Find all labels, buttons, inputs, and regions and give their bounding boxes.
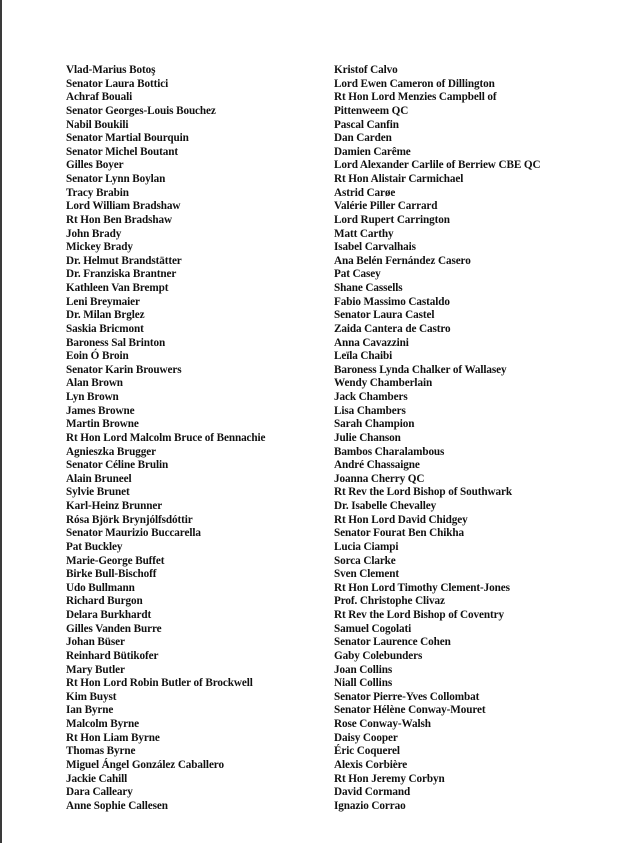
signatory-name: Pat Buckley [66,540,123,553]
signatory-name: Daisy Cooper [334,731,398,744]
signatory-name: Alan Brown [66,377,123,390]
signatory-name: Dr. Franziska Brantner [66,268,177,281]
signatory-name: Rt Hon Lord Robin Butler of Brockwell [66,677,253,690]
signatory-name: Lyn Brown [66,391,119,403]
signatory-name: Lisa Chambers [334,404,406,417]
signatory-name: James Browne [66,404,135,417]
signatory-name: Kristof Calvo [334,64,398,76]
signatory-name: Dr. Isabelle Chevalley [334,500,437,512]
signatory-name: Lord William Bradshaw [66,200,181,213]
signatory-name: John Brady [66,227,122,240]
signatory-name: Gilles Boyer [66,159,124,172]
signatory-name: Rt Hon Jeremy Corbyn [334,772,445,785]
signatory-name: Thomas Byrne [66,745,136,758]
signatory-name: Rose Conway-Walsh [334,718,431,730]
signatory-name: Prof. Christophe Clivaz [334,595,445,608]
signatory-name: Johan Büser [66,636,125,649]
signatory-name: Anne Sophie Callesen [66,799,168,812]
signatory-name: Miguel Ángel González Caballero [66,758,224,771]
signatory-name: Karl-Heinz Brunner [66,500,163,512]
signatory-name: Marie-George Buffet [66,554,165,567]
signatory-name: Vlad-Marius Botoş [66,64,156,76]
signatory-name: Damien Carême [334,145,411,158]
signatory-name: Leni Breymaier [66,295,140,308]
signatory-name: Lord Rupert Carrington [334,213,450,226]
signatory-name: Mickey Brady [66,241,133,254]
signatory-name: Shane Cassells [334,282,403,294]
signatory-name: Agnieszka Brugger [66,445,156,458]
signatory-list-right [334,64,624,813]
signatory-name: Senator Hélène Conway-Mouret [334,704,486,717]
signatory-name: Pat Casey [334,268,381,281]
signatory-name: Rósa Björk Brynjólfsdóttir [66,513,193,526]
signatory-name: Rt Rev the Lord Bishop of Southwark [334,486,513,499]
signatory-name: Senator Karin Brouwers [66,363,182,376]
signatory-name: Isabel Carvalhais [334,241,416,254]
signatory-name: Ignazio Corrao [334,799,406,812]
signatory-name: Pittenweem QC [334,104,409,117]
signatory-name: Alain Bruneel [66,472,132,485]
signatory-name: Mary Butler [66,663,125,676]
signatory-name: Niall Collins [334,677,393,690]
signatory-name: Rt Hon Lord David Chidgey [334,513,468,526]
signatory-name: Jack Chambers [334,391,408,403]
signatory-name: Gaby Colebunders [334,649,423,662]
signatory-name: Wendy Chamberlain [334,377,433,390]
signatory-name: Udo Bullmann [66,581,135,594]
signatory-name: Kim Buyst [66,690,117,703]
signatory-name: Senator Michel Boutant [66,145,178,158]
signatory-name: Zaida Cantera de Castro [334,322,451,335]
signatory-name: Senator Pierre-Yves Collombat [334,690,480,703]
signatory-name: Senator Laurence Cohen [334,636,451,649]
signatory-name: Malcolm Byrne [66,718,139,730]
signatory-name: Joanna Cherry QC [334,472,425,485]
signatory-name: Joan Collins [334,663,393,676]
signatory-name: Rt Hon Lord Timothy Clement-Jones [334,581,510,594]
signatory-name: Lucia Ciampi [334,540,399,553]
signatory-name: Samuel Cogolati [334,622,412,635]
signatory-name: Rt Rev the Lord Bishop of Coventry [334,609,505,621]
signatory-name: Pascal Canfin [334,118,399,131]
signatory-name: Kathleen Van Brempt [66,282,169,294]
signatory-name: Sven Clement [334,568,399,581]
signatory-name: André Chassaigne [334,459,420,472]
signatory-name: Sylvie Brunet [66,486,130,499]
signatory-name: Valérie Piller Carrard [334,200,438,213]
signatory-name: Rt Hon Ben Bradshaw [66,213,172,226]
signatory-name: Senator Maurizio Buccarella [66,527,201,540]
signatory-name: Achraf Bouali [66,91,133,104]
signatory-name: Saskia Bricmont [66,322,144,335]
signatory-name: Senator Georges-Louis Bouchez [66,104,216,117]
page-left-edge [0,0,2,843]
signatory-name: Dara Calleary [66,786,133,799]
signatory-name: Sorca Clarke [334,554,396,567]
signatory-name: Anna Cavazzini [334,336,409,349]
signatory-name: Rt Hon Lord Menzies Campbell of [334,91,497,104]
signatory-name: Jackie Cahill [66,772,128,785]
signatory-name: Birke Bull-Bischoff [66,568,157,581]
signatory-name: Delara Burkhardt [66,609,152,621]
signatory-name: Rt Hon Liam Byrne [66,731,160,744]
signatory-name: Eoin Ó Broin [66,350,129,363]
signatory-name: Gilles Vanden Burre [66,622,162,635]
signatory-name: Julie Chanson [334,431,401,444]
signatory-name: Senator Laura Bottici [66,77,169,90]
signatory-name: Senator Laura Castel [334,309,435,322]
signatory-name: Bambos Charalambous [334,445,445,458]
signatory-name: Lord Ewen Cameron of Dillington [334,77,495,90]
signatory-name: Rt Hon Alistair Carmichael [334,173,464,185]
signatory-name: Rt Hon Lord Malcolm Bruce of Bennachie [66,431,266,444]
signatory-name: Leïla Chaibi [334,350,393,363]
signatory-name: Dan Carden [334,132,392,145]
signatory-name: Senator Martial Bourquin [66,132,189,145]
signatory-name: Baroness Lynda Chalker of Wallasey [334,363,507,376]
signatory-list-left [66,64,328,813]
signatory-name: Richard Burgon [66,595,143,608]
signatory-name: Dr. Milan Brglez [66,309,145,322]
signatory-name: David Cormand [334,786,411,799]
signatory-name: Nabil Boukili [66,118,129,131]
signatory-name: Lord Alexander Carlile of Berriew CBE QC [334,159,541,172]
signatory-name: Fabio Massimo Castaldo [334,295,450,308]
signatory-name: Matt Carthy [334,227,394,240]
signatory-name: Tracy Brabin [66,186,129,199]
signatory-name: Éric Coquerel [334,745,400,758]
signatory-name: Alexis Corbière [334,758,408,771]
signatory-name: Reinhard Bütikofer [66,649,159,662]
signatory-name: Ian Byrne [66,704,114,717]
signatory-name: Baroness Sal Brinton [66,336,166,349]
signatory-name: Senator Fourat Ben Chikha [334,527,465,540]
signatory-name: Senator Lynn Boylan [66,173,166,185]
signatory-name: Martin Browne [66,418,139,431]
signatory-name: Astrid Carøe [334,186,396,199]
signatory-name: Dr. Helmut Brandstätter [66,254,182,267]
signatory-name: Senator Céline Brulin [66,459,169,472]
signatory-name: Sarah Champion [334,418,415,431]
signatory-name: Ana Belén Fernández Casero [334,254,471,267]
